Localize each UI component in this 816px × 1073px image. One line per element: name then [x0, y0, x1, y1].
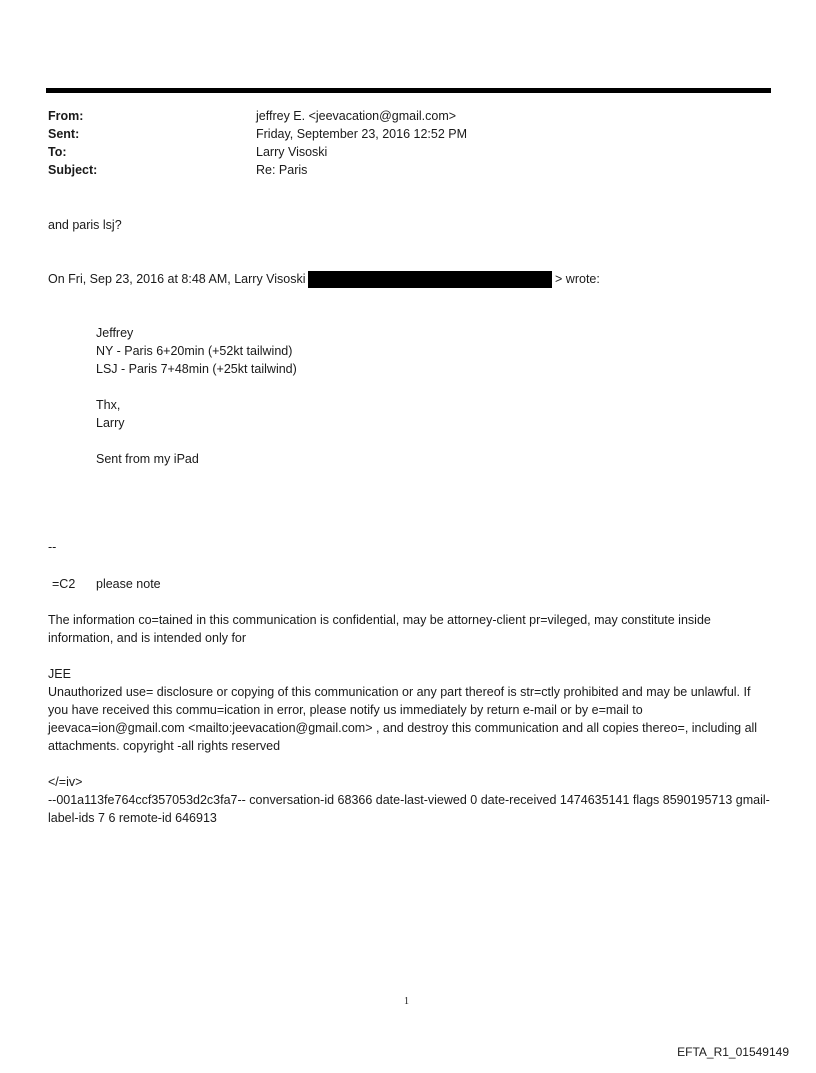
quoted-thanks: Thx,	[96, 398, 121, 412]
sent-value: Friday, September 23, 2016 12:52 PM	[256, 127, 467, 141]
redaction-bar	[308, 271, 552, 288]
from-label: From:	[48, 109, 84, 123]
to-label: To:	[48, 145, 67, 159]
sent-label: Sent:	[48, 127, 80, 141]
quote-intro-text: On Fri, Sep 23, 2016 at 8:48 AM, Larry Visoski	[48, 272, 306, 286]
email-header	[48, 107, 768, 179]
from-value: jeffrey E. <jeevacation@gmail.com>	[256, 109, 457, 123]
bates-number: EFTA_R1_01549149	[677, 1045, 789, 1059]
quoted-name: Larry	[96, 416, 125, 430]
quote-intro-end: > wrote:	[555, 272, 600, 286]
jee-line: JEE	[48, 667, 71, 681]
note-prefix: =C2	[52, 577, 76, 591]
quoted-line-1: NY - Paris 6+20min (+52kt tailwind)	[96, 344, 293, 358]
quote-intro	[48, 270, 600, 288]
div-close: </=iv>	[48, 775, 83, 789]
separator: --	[48, 540, 57, 554]
unauthorized-paragraph: Unauthorized use= disclosure or copying of this communication or any part thereof is str=ctly prohibited and may be unlawful. If you have received this commu=ication in error, please notify us immediately by return e-mail or by e=mail to jeevaca=ion@gmail.com <mailto:jeevacation@gmail.com> , and destroy this communication and all copies thereo=, including all attachments. copyright -all rights reserved	[48, 685, 758, 753]
from-row	[48, 107, 768, 125]
to-value: Larry Visoski	[256, 145, 328, 159]
to-row	[48, 143, 768, 161]
reply-line: and paris lsj?	[48, 218, 122, 232]
quoted-line-2: LSJ - Paris 7+48min (+25kt tailwind)	[96, 362, 297, 376]
header-rule	[46, 88, 771, 93]
sent-row	[48, 125, 768, 143]
subject-row	[48, 161, 768, 179]
confidential-paragraph: The information co=tained in this communication is confidential, may be attorney-client pr=vileged, may constitute inside information, and is intended only for	[48, 613, 711, 645]
note-text: please note	[96, 577, 161, 591]
subject-value: Re: Paris	[256, 163, 308, 177]
page-number: 1	[404, 996, 409, 1007]
quoted-signature: Sent from my iPad	[96, 452, 199, 466]
subject-label: Subject:	[48, 163, 98, 177]
metadata-paragraph: --001a113fe764ccf357053d2c3fa7-- conversation-id 68366 date-last-viewed 0 date-received 1474635141 flags 8590195713 gmail-label-ids 7 6 remote-id 646913	[48, 793, 770, 825]
quoted-greeting: Jeffrey	[96, 326, 134, 340]
